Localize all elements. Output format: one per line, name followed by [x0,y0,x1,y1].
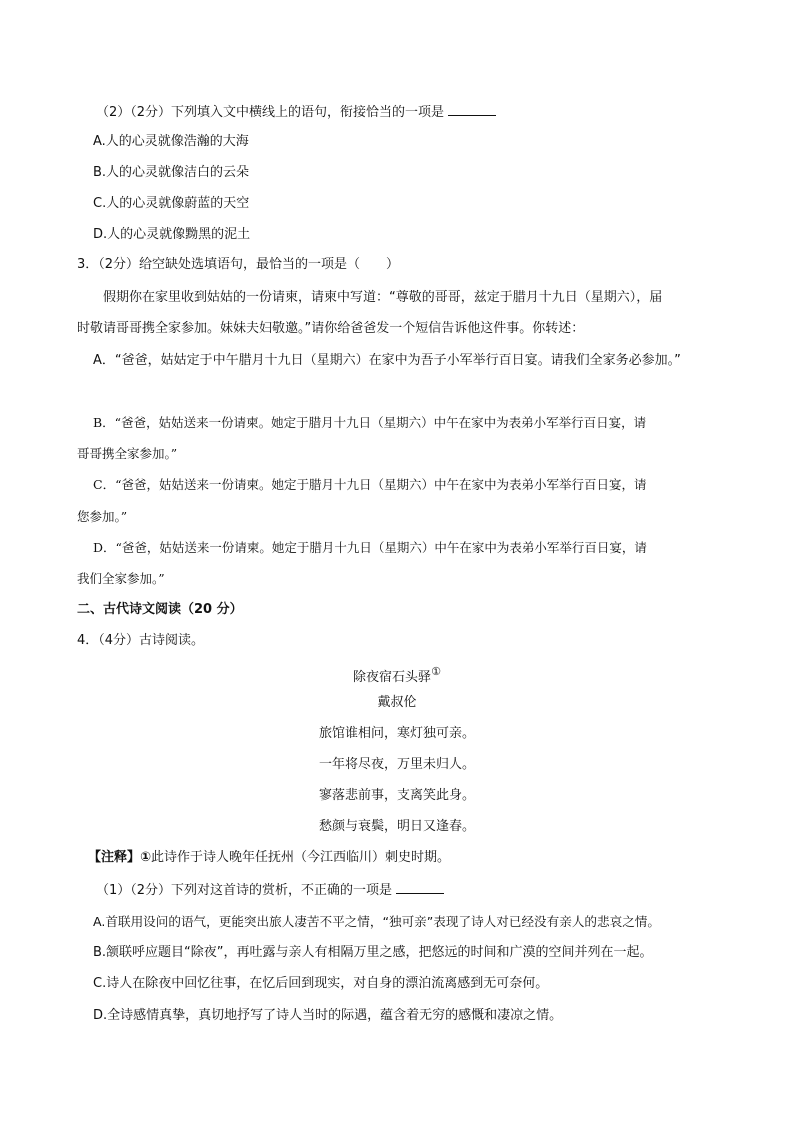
q3-option-d-line-2: 我们全家参加。” [77,571,165,586]
q3-option-d-line-1: D．“爸爸，姑姑送来一份请柬。她定于腊月十九日（星期六）中午在家中为表弟小军举行百日宴，请 [93,540,647,555]
q4-1-option-c: C.诗人在除夜中回忆往事，在忆后回到现实，对自身的漂泊流离感到无可奈何。 [93,976,549,991]
q3-passage-line-1: 假期你在家里收到姑姑的一份请柬，请柬中写道：“尊敬的哥哥，兹定于腊月十九日（星期六），届 [103,290,663,305]
poem-line-4: 愁颜与衰鬓，明日又逢春。 [318,819,475,834]
q3-option-c-line-2: 您参加。” [77,509,128,524]
footnote-mark: ① [431,665,441,678]
q3-option-b-line-2: 哥哥携全家参加。” [77,446,178,461]
q3-stem: 3．（2分）给空缺处选填语句，最恰当的一项是（ ） [77,257,400,272]
note-label: 【注释】 [88,850,141,865]
poem-line-1: 旅馆谁相问，寒灯独可亲。 [318,726,475,741]
q2-2-option-d: D.人的心灵就像黝黑的泥土 [93,227,251,242]
q4-1-option-b: B.颔联呼应题目“除夜”，再吐露与亲人有相隔万里之感，把悠远的时间和广漠的空间并列在一起。 [93,945,653,960]
answer-blank [448,103,496,116]
q3-option-c-line-1: C．“爸爸，姑姑送来一份请柬。她定于腊月十九日（星期六）中午在家中为表弟小军举行百日宴，请 [93,477,647,492]
answer-blank [396,881,444,894]
note-text: 此诗作于诗人晚年任抚州（今江西临川）刺史时期。 [151,850,451,865]
q2-2-stem: （2）（2分）下列填入文中横线上的语句，衔接恰当的一项是 [96,103,496,122]
q4-1-stem: （1）（2分）下列对这首诗的赏析，不正确的一项是 [96,881,444,900]
q4-1-option-a: A.首联用设问的语气，更能突出旅人凄苦不平之情，“独可亲”表现了诗人对已经没有亲人的悲哀之情。 [93,914,660,929]
q4-1-option-d: D.全诗感情真挚，真切地抒写了诗人当时的际遇，蕴含着无穷的感慨和凄凉之情。 [93,1008,563,1023]
q2-2-option-b: B.人的心灵就像洁白的云朵 [93,165,250,180]
poem-title: 除夜宿石头驿① [353,665,441,685]
poem-line-3: 寥落悲前事，支离笑此身。 [318,788,475,803]
q3-option-a: A．“爸爸，姑姑定于中午腊月十九日（星期六）在家中为吾子小军举行百日宴。请我们全家务必参加。” [93,353,681,368]
q3-passage-line-2: 时敬请哥哥携全家参加。妹妹夫妇敬邀。”请你给爸爸发一个短信告诉他这件事。你转述： [77,321,585,336]
q2-2-option-a: A.人的心灵就像浩瀚的大海 [93,134,249,149]
q4-stem: 4．（4分）古诗阅读。 [77,633,205,648]
poem-note [88,849,450,867]
q3-option-b-line-1: B．“爸爸，姑姑送来一份请柬。她定于腊月十九日（星期六）中午在家中为表弟小军举行百日宴，请 [93,415,647,430]
poem-author: 戴叔伦 [377,695,417,710]
note-mark: ① [140,850,152,865]
q2-2-option-c: C.人的心灵就像蔚蓝的天空 [93,196,250,211]
poem-line-2: 一年将尽夜，万里未归人。 [318,757,475,772]
section-heading: 二、古代诗文阅读（20 分） [77,602,243,617]
